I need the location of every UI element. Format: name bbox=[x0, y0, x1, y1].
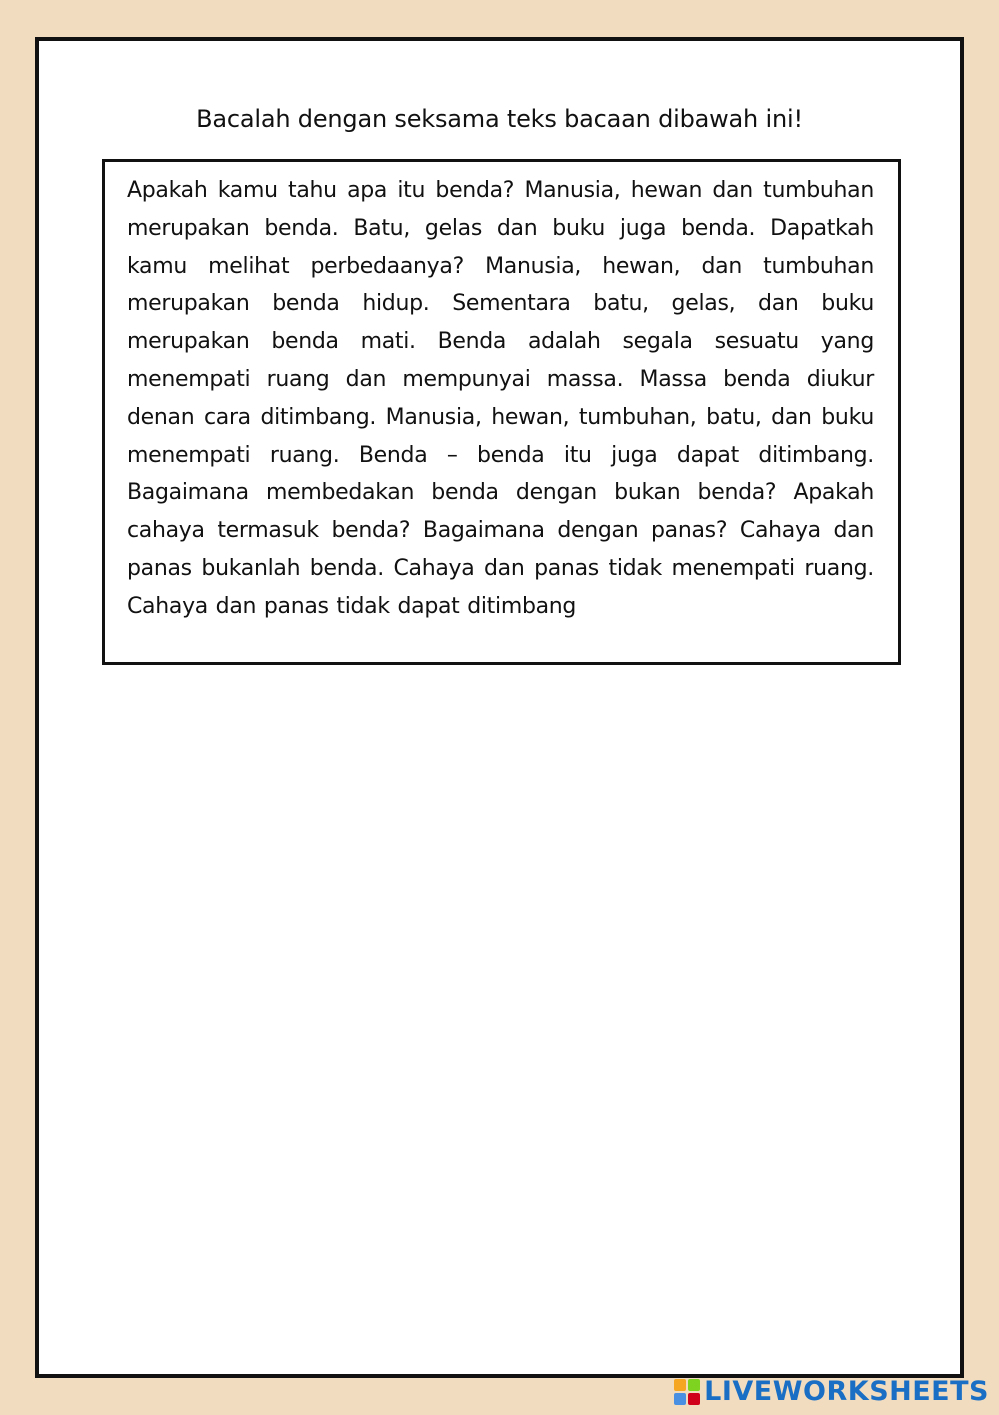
liveworksheets-logo-text: LIVEWORKSHEETS bbox=[704, 1376, 989, 1407]
worksheet-page bbox=[35, 37, 964, 1378]
reading-passage-text: Apakah kamu tahu apa itu benda? Manusia, hewan dan tumbuhan merupakan benda. Batu, gelas dan buku juga benda. Dapatkah kamu melihat perbedaanya? Manusia, hewan, dan tumbuhan merupakan benda hidup. Sementara batu, gelas, dan buku merupakan benda mati. Benda adalah segala sesuatu yang menempati ruang dan mempunyai massa. Massa benda diukur denan cara ditimbang. Manusia, hewan, tumbuhan, batu, dan buku menempati ruang. Benda – benda itu juga dapat ditimbang. Bagaimana membedakan benda dengan bukan benda? Apakah cahaya termasuk benda? Bagaimana dengan panas? Cahaya dan panas bukanlah benda. Cahaya dan panas tidak menempati ruang. Cahaya dan panas tidak dapat ditimbang bbox=[127, 178, 874, 619]
logo-tile bbox=[674, 1379, 686, 1391]
liveworksheets-brand bbox=[674, 1376, 989, 1407]
liveworksheets-logo-icon bbox=[674, 1379, 700, 1405]
logo-tile bbox=[688, 1379, 700, 1391]
reading-passage-box bbox=[102, 159, 901, 665]
logo-tile bbox=[674, 1393, 686, 1405]
instruction-heading: Bacalah dengan seksama teks bacaan dibawah ini! bbox=[196, 105, 803, 133]
logo-tile bbox=[688, 1393, 700, 1405]
